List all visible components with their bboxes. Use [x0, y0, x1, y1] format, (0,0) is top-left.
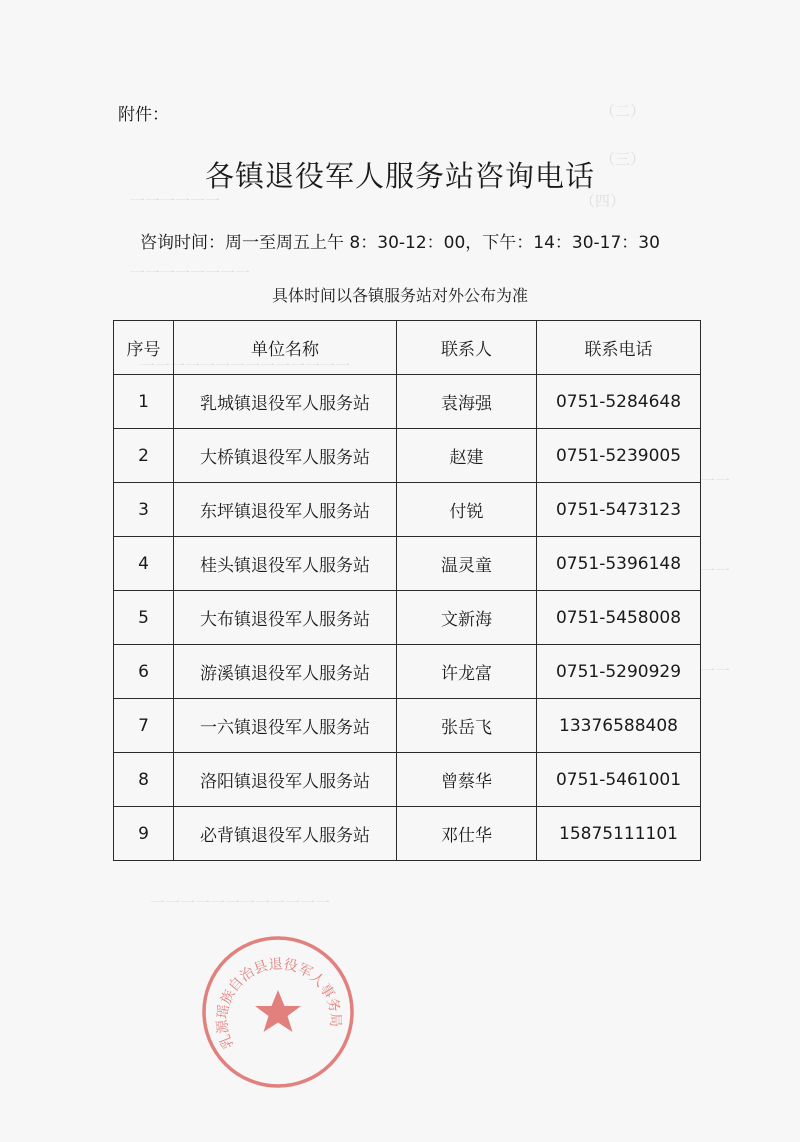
table-row [114, 483, 701, 537]
header-phone: 联系电话 [537, 321, 701, 375]
row-no: 4 [114, 537, 174, 591]
table-row [114, 645, 701, 699]
row-no: 5 [114, 591, 174, 645]
table-row [114, 807, 701, 861]
row-contact: 袁海强 [397, 375, 537, 429]
row-unit: 游溪镇退役军人服务站 [174, 645, 397, 699]
row-no: 9 [114, 807, 174, 861]
row-phone: 13376588408 [537, 699, 701, 753]
row-contact: 赵建 [397, 429, 537, 483]
row-phone: 0751-5458008 [537, 591, 701, 645]
row-no: 7 [114, 699, 174, 753]
row-contact: 曾蔡华 [397, 753, 537, 807]
table-row [114, 537, 701, 591]
row-unit: 桂头镇退役军人服务站 [174, 537, 397, 591]
row-no: 2 [114, 429, 174, 483]
table-row [114, 591, 701, 645]
document-page: （二） （三） （四） 一一一一一一 一一一一一一一一 一一一一一一一一一一一一一一 一一 一一 一一 一一一一一一一一一一一一 附件： 各镇退役军人服务站咨询电话 咨询时间：周一至周五上午 8：30-12：00，下午：14：30-17：30 具体时间以各镇服务站对外公布为准 序号 单位名称 联系人 联系电话 1 乳城镇退役军人服务站 袁海强 0751-5284648 2 大桥镇退役军人服务站 赵建 0751-5239005 3 东坪镇退役军人服务站 付锐 0751-5473123 4 桂头镇退役军人服务站 温灵童 0751-5396148 5 大布镇退役军人服务站 文新海 0751-5458008 6 游溪镇退役军人服务站 许龙富 0751-5290929 7 一六镇退役军人服务站 张岳飞 13376588408 8 洛阳镇退役军人服务站 曾蔡华 0751-5461001 9 必背镇退役军人服务站 邓仕华 15875111101 乳源瑶族自治县退役军人事务局 [0, 0, 800, 1142]
row-phone: 0751-5290929 [537, 645, 701, 699]
table-row [114, 375, 701, 429]
row-contact: 许龙富 [397, 645, 537, 699]
row-phone: 0751-5461001 [537, 753, 701, 807]
row-unit: 大桥镇退役军人服务站 [174, 429, 397, 483]
attachment-label: 附件： [118, 105, 169, 125]
row-phone: 0751-5284648 [537, 375, 701, 429]
row-phone: 0751-5396148 [537, 537, 701, 591]
table-row [114, 699, 701, 753]
row-unit: 洛阳镇退役军人服务站 [174, 753, 397, 807]
row-phone: 0751-5473123 [537, 483, 701, 537]
row-phone: 15875111101 [537, 807, 701, 861]
row-no: 8 [114, 753, 174, 807]
row-unit: 大布镇退役军人服务站 [174, 591, 397, 645]
consult-hours: 咨询时间：周一至周五上午 8：30-12：00，下午：14：30-17：30 [140, 233, 660, 253]
row-unit: 乳城镇退役军人服务站 [174, 375, 397, 429]
row-no: 1 [114, 375, 174, 429]
row-phone: 0751-5239005 [537, 429, 701, 483]
header-unit: 单位名称 [174, 321, 397, 375]
row-no: 6 [114, 645, 174, 699]
star-icon [255, 990, 301, 1032]
page-title: 各镇退役军人服务站咨询电话 [204, 159, 595, 193]
official-seal [198, 932, 358, 1092]
row-no: 3 [114, 483, 174, 537]
contact-table [113, 320, 701, 861]
table-row [114, 429, 701, 483]
header-contact: 联系人 [397, 321, 537, 375]
row-contact: 付锐 [397, 483, 537, 537]
row-contact: 文新海 [397, 591, 537, 645]
seal-lettering: 乳源瑶族自治县退役军人事务局 [214, 956, 344, 1051]
table-row [114, 753, 701, 807]
schedule-note: 具体时间以各镇服务站对外公布为准 [271, 286, 528, 305]
row-contact: 张岳飞 [397, 699, 537, 753]
row-contact: 温灵童 [397, 537, 537, 591]
row-unit: 东坪镇退役军人服务站 [174, 483, 397, 537]
row-unit: 必背镇退役军人服务站 [174, 807, 397, 861]
row-contact: 邓仕华 [397, 807, 537, 861]
table-header-row [114, 321, 701, 375]
header-no: 序号 [114, 321, 174, 375]
row-unit: 一六镇退役军人服务站 [174, 699, 397, 753]
